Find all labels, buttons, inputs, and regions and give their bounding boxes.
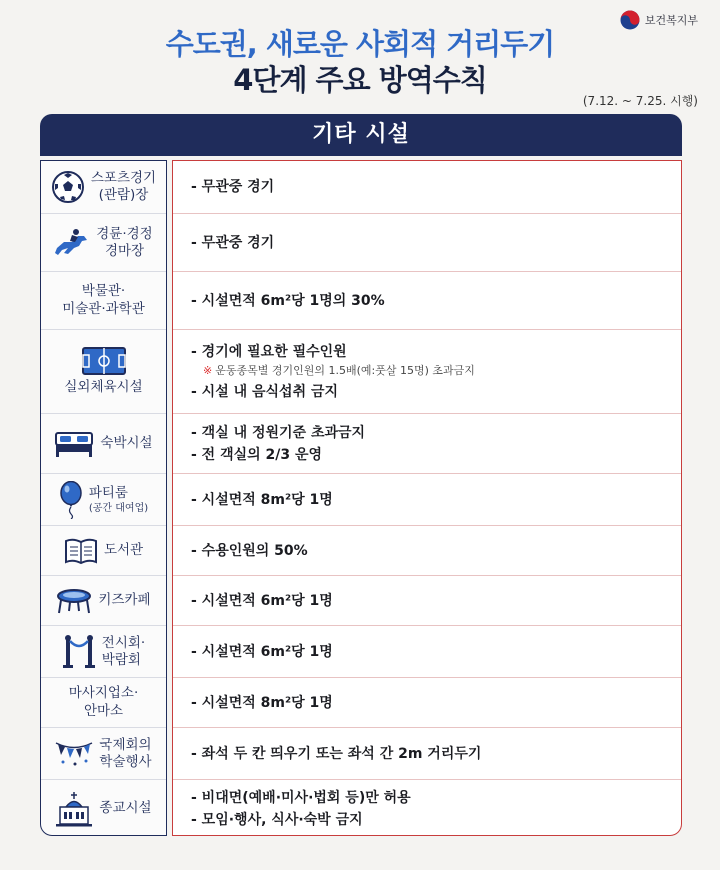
facility-label: 종교시설 <box>99 800 152 816</box>
rules-row <box>173 575 681 625</box>
rule-text: - 비대면(예배·미사·법회 등)만 허용 <box>191 789 411 806</box>
book-icon <box>64 537 98 565</box>
facility-row-exhibition <box>41 625 166 677</box>
trampoline-icon <box>56 587 92 615</box>
facility-label: 국제회의 <box>99 736 152 753</box>
rule-text: - 좌석 두 칸 띄우기 또는 좌석 간 2m 거리두기 <box>191 745 482 762</box>
facility-label: 마사지업소· <box>68 684 139 701</box>
facility-label: 스포츠경기 <box>90 170 157 186</box>
facility-label: 파티룸 <box>88 484 128 501</box>
ministry-name: 보건복지부 <box>644 14 698 27</box>
section-banner: 기타 시설 <box>40 114 682 156</box>
rule-text: - 시설면적 6m²당 1명 <box>191 643 333 660</box>
facility-label: 전시회· <box>101 634 146 651</box>
facility-sublabel: 미술관·과학관 <box>62 300 145 317</box>
facility-sublabel: 경마장 <box>104 242 145 259</box>
facility-sublabel: 박람회 <box>101 651 141 668</box>
rule-text: - 객실 내 정원기준 초과금지 <box>191 424 366 441</box>
facility-sublabel: 안마소 <box>83 702 124 719</box>
effective-period: (7.12. ~ 7.25. 시행) <box>582 94 698 108</box>
rules-row <box>173 677 681 727</box>
rule-text: - 시설면적 6m²당 1명의 30% <box>191 292 385 309</box>
soccer-ball-icon <box>51 170 85 204</box>
facility-row-kids-cafe <box>41 575 166 625</box>
facility-label: 도서관 <box>103 542 144 558</box>
rules-column <box>172 160 682 836</box>
facility-label: 숙박시설 <box>100 435 153 451</box>
rule-text: - 무관중 경기 <box>191 234 275 251</box>
church-icon <box>55 791 93 827</box>
facility-column <box>40 160 167 836</box>
facility-row-massage <box>41 677 166 727</box>
rules-row <box>173 779 681 836</box>
facility-row-sports-stadium <box>41 161 166 213</box>
facility-label: 키즈카페 <box>98 592 151 608</box>
sports-field-icon <box>82 347 126 375</box>
facility-label: 실외체육시설 <box>64 379 143 395</box>
facility-label: 경륜·경정 <box>96 225 153 242</box>
rule-text: - 시설면적 6m²당 1명 <box>191 592 333 609</box>
rules-row <box>173 271 681 329</box>
facility-row-lodging <box>41 413 166 473</box>
rule-note <box>191 363 681 379</box>
bed-icon <box>54 429 94 459</box>
facility-row-library <box>41 525 166 575</box>
rules-row <box>173 727 681 779</box>
stanchion-icon <box>62 634 96 670</box>
rules-row <box>173 625 681 677</box>
rules-row <box>173 413 681 473</box>
facility-row-racing <box>41 213 166 271</box>
horse-racing-icon <box>54 228 90 258</box>
rule-text: - 모임·행사, 식사·숙박 금지 <box>191 811 363 828</box>
facility-row-museum <box>41 271 166 329</box>
rules-row <box>173 161 681 213</box>
facility-sublabel: (관람)장 <box>98 187 149 203</box>
rules-row <box>173 213 681 271</box>
rule-text: - 시설면적 8m²당 1명 <box>191 694 333 711</box>
rules-row <box>173 329 681 413</box>
page-title <box>0 26 720 98</box>
title-line-1: 수도권, 새로운 사회적 거리두기 <box>165 27 555 61</box>
note-mark: ※ <box>203 363 213 377</box>
facility-label: 박물관· <box>81 282 126 299</box>
rule-text: - 시설 내 음식섭취 금지 <box>191 383 339 400</box>
rules-row <box>173 525 681 575</box>
facility-row-party-room <box>41 473 166 525</box>
balloon-icon <box>59 481 83 519</box>
facility-sublabel: 학술행사 <box>99 753 152 770</box>
facility-row-religious <box>41 779 166 836</box>
rule-text: - 경기에 필요한 필수인원 <box>191 343 347 360</box>
rule-text: - 무관중 경기 <box>191 179 275 195</box>
title-line-2: 4단계 주요 방역수칙 <box>233 63 487 97</box>
note-text: 운동종목별 경기인원의 1.5배(예:풋살 15명) 초과금지 <box>215 363 475 377</box>
rule-text: - 시설면적 8m²당 1명 <box>191 491 333 508</box>
rules-row <box>173 473 681 525</box>
facility-row-outdoor-sports <box>41 329 166 413</box>
bunting-icon <box>55 740 93 768</box>
facility-sublabel: (공간 대여업) <box>88 502 149 514</box>
facility-row-conference <box>41 727 166 779</box>
rule-text: - 수용인원의 50% <box>191 542 308 559</box>
rule-text: - 전 객실의 2/3 운영 <box>191 446 323 463</box>
